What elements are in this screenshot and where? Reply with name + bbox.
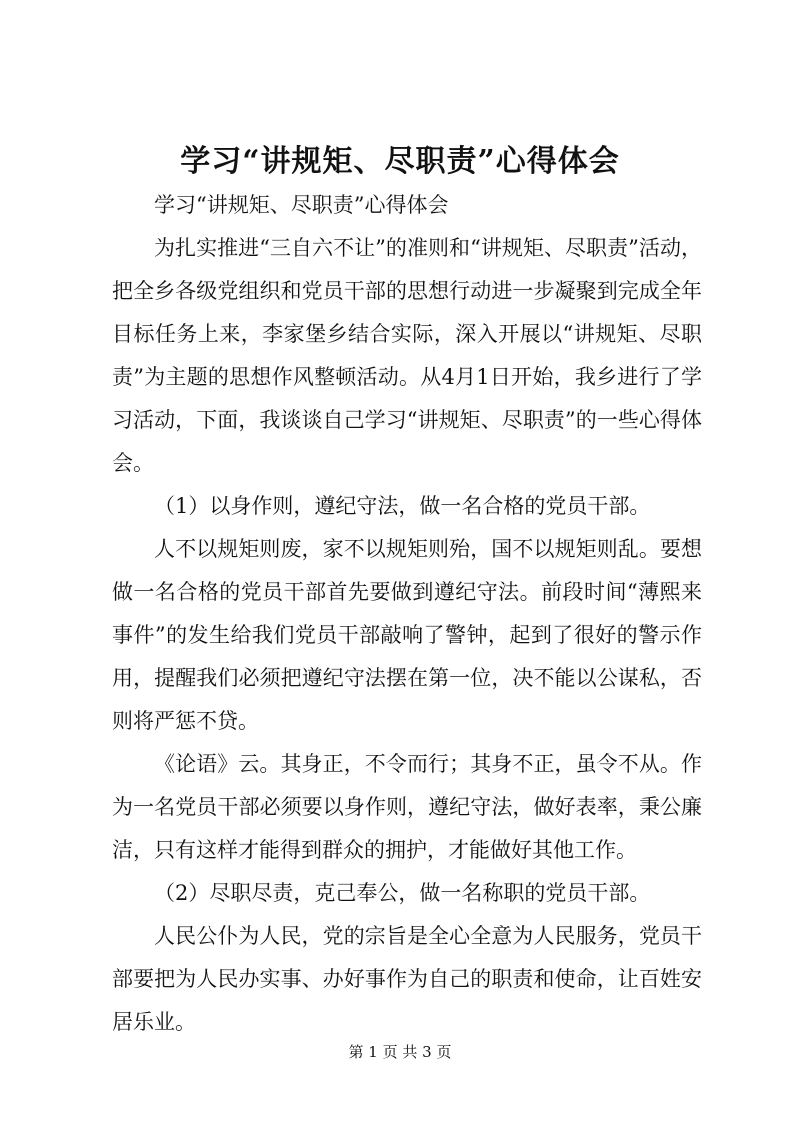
section-heading-1: （1）以身作则，遵纪守法，做一名合格的党员干部。 xyxy=(154,494,651,518)
body-paragraph: 《论语》云。其身正，不令而行；其身不正，虽令不从。作为一名党员干部必须要以身作则，遵纪守法，做好表率，秉公廉洁，只有这样才能得到群众的拥护，才能做好其他工作。 xyxy=(112,752,702,862)
section-heading-2: （2）尽职尽责，克己奉公，做一名称职的党员干部。 xyxy=(154,881,651,905)
subtitle-paragraph: 学习“讲规矩、尽职责”心得体会 xyxy=(154,193,449,217)
body-paragraph: 人民公仆为人民，党的宗旨是全心全意为人民服务，党员干部要把为人民办实事、办好事作为自己的职责和使命，让百姓安居乐业。 xyxy=(112,924,702,1034)
document-title: 学习“讲规矩、尽职责”心得体会 xyxy=(180,144,620,179)
intro-paragraph: 为扎实推进“三自六不让”的准则和“讲规矩、尽职责”活动，把全乡各级党组织和党员干部的思想行动进一步凝聚到完成全年目标任务上来，李家堡乡结合实际，深入开展以“讲规矩、尽职责”为主题的思想作风整顿活动。从4月1日开始，我乡进行了学习活动，下面，我谈谈自己学习“讲规矩、尽职责”的一些心得体会。 xyxy=(112,236,702,475)
page-number-footer: 第 1 页 共 3 页 xyxy=(348,1043,452,1061)
document-body xyxy=(112,184,702,1044)
body-paragraph: 人不以规矩则废，家不以规矩则殆，国不以规矩则乱。要想做一名合格的党员干部首先要做到遵纪守法。前段时间“薄熙来事件”的发生给我们党员干部敲响了警钟，起到了很好的警示作用，提醒我们必须把遵纪守法摆在第一位，决不能以公谋私，否则将严惩不贷。 xyxy=(112,537,702,733)
